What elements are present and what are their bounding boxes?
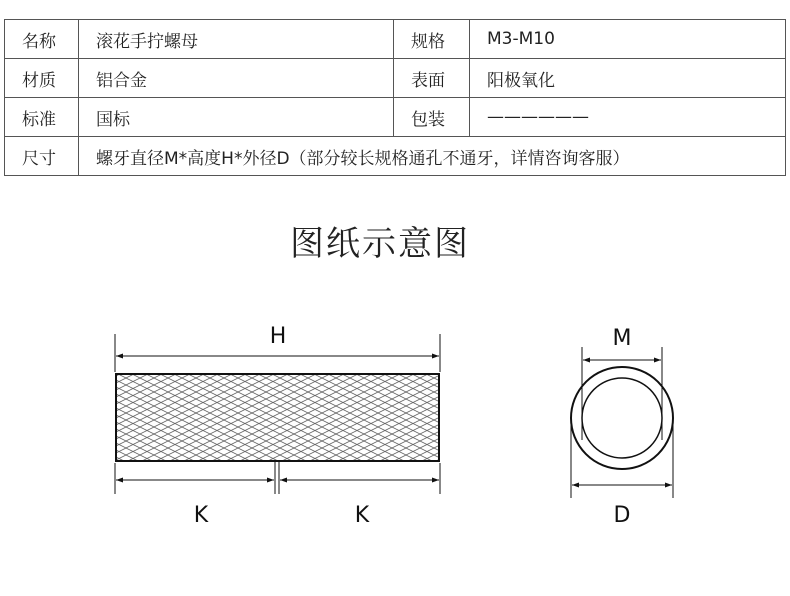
value-surface: 阳极氧化 (470, 59, 786, 98)
label-surface: 表面 (394, 59, 470, 98)
label-standard: 标准 (5, 98, 79, 137)
value-spec: M3-M10 (470, 20, 786, 59)
inner-circle (582, 378, 662, 458)
label-material: 材质 (5, 59, 79, 98)
d-label: D (613, 503, 631, 528)
value-name: 滚花手拧螺母 (79, 20, 394, 59)
side-view (115, 324, 440, 528)
label-name: 名称 (5, 20, 79, 59)
value-material: 铝合金 (79, 59, 394, 98)
label-packaging: 包装 (394, 98, 470, 137)
label-spec: 规格 (394, 20, 470, 59)
m-label: M (612, 326, 632, 351)
outer-circle (571, 367, 673, 469)
value-size: 螺牙直径M*高度H*外径D（部分较长规格通孔不通牙，详情咨询客服） (79, 137, 786, 176)
value-packaging: —————— (470, 98, 786, 137)
k-left-label: K (193, 503, 209, 528)
knurled-body (116, 374, 439, 461)
end-view (571, 326, 673, 528)
k-right-label: K (354, 503, 370, 528)
value-standard: 国标 (79, 98, 394, 137)
diagram-title: 图纸示意图 (290, 224, 470, 264)
label-size: 尺寸 (5, 137, 79, 176)
h-label: H (269, 324, 287, 349)
